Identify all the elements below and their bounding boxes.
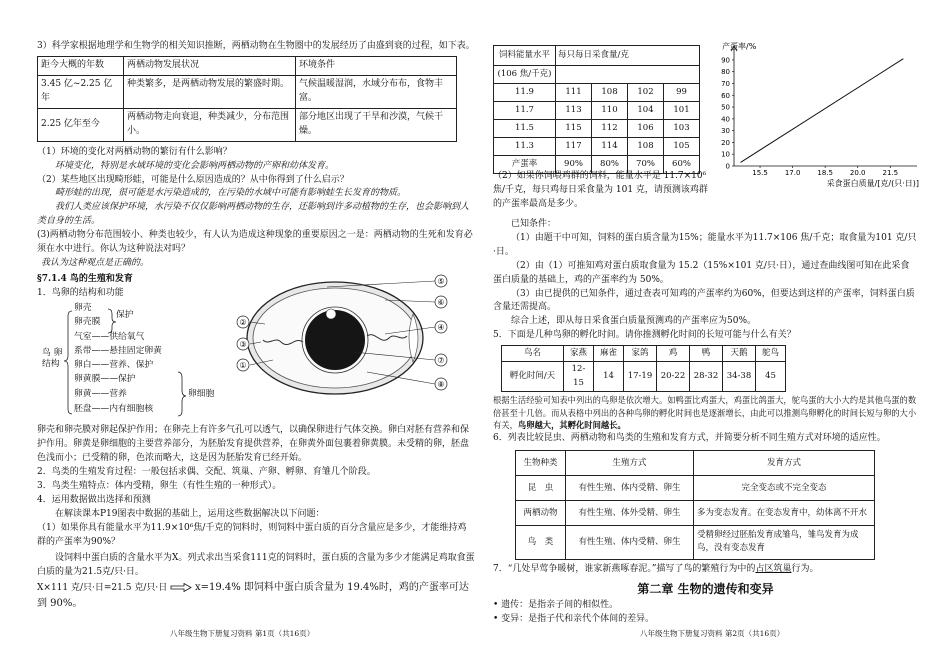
table-header: 鸡 (657, 346, 690, 362)
question: （1）如果你具有能量水平为11.9×10⁶焦/千克的饲料时，则饲料中蛋白质的百分含量应是多少，才能维持鸡群的产蛋率为90%？ (37, 522, 467, 547)
y-tick-label: 40 (721, 115, 730, 124)
table-cell: 117 (556, 138, 592, 156)
question: （1）环境的变化对两栖动物的繁衍有什么影响？ (37, 146, 232, 157)
egg-label: ① (239, 361, 247, 370)
table-header: 生物种类 (516, 451, 566, 476)
chart-y-ticks (721, 56, 734, 170)
table-header: 天鹅 (723, 346, 756, 362)
table-header: 发育方式 (694, 451, 875, 476)
q3-intro: 3）科学家根据地理学和生物学的相关知识推断，两栖动物在生物圈中的发展经历了由盛到衰的过程，如下表。 (37, 41, 475, 51)
table-cell: 80% (592, 156, 628, 174)
struct-item: 卵黄——营养 (74, 389, 127, 399)
egg-label: ③ (239, 340, 247, 349)
table-cell: 99 (664, 84, 700, 102)
answer: 我们人类应该保护环境，水污染不仅仅影响两栖动物的生存，还影响到许多动植物的生存，也会影响到人类自身的生活。 (37, 202, 470, 227)
known-heading: 已知条件： (511, 218, 557, 229)
table-cell: 20-22 (657, 362, 690, 391)
y-tick-label: 90 (721, 56, 730, 65)
table-header: 家鸽 (624, 346, 657, 362)
table-cell: 115 (556, 120, 592, 138)
point-heading: 1．鸟卵的结构和功能 (37, 288, 124, 298)
table-header: 鸟名 (502, 346, 564, 362)
section-heading: §7.1.4 鸟的生殖和发育 (37, 274, 133, 285)
table-header: 麻雀 (594, 346, 624, 362)
right-arrow-icon (170, 583, 192, 592)
table-cell: 28-32 (690, 362, 723, 391)
struct-item: 系带——悬挂固定卵黄 (74, 346, 162, 356)
definition: • 遗传：是指亲子间的相似性。 (493, 600, 619, 611)
table-cell: 12-15 (564, 362, 594, 391)
amphibian-table (37, 56, 457, 142)
page-footer-left: 八年级生物下册复习资料 第1页（共16页） (170, 629, 315, 638)
x-tick-label: 20.0 (849, 169, 866, 177)
left-page-lower (37, 424, 475, 612)
answer: 畸形蛙的出现，很可能是水污染造成的，在污染的水域中可能有影响蛙生长发育的物质。 (55, 188, 407, 199)
right-page-text (493, 170, 918, 627)
chart-x-label: 采食蛋白质量/[克/(只·日)] (826, 179, 919, 188)
y-tick-label: 50 (721, 103, 730, 112)
egg-label: ⑧ (437, 380, 445, 389)
known-item: （2）由（1）可推知鸡对蛋白质取食量为 15.2（15%×101 克/只·日），通过查曲线图可知在此采食蛋白质量的基础上，鸡的产蛋率约为 50%。 (493, 260, 910, 285)
feed-table (493, 45, 700, 174)
x-tick-label: 18.5 (817, 169, 833, 177)
egg-structure-diagram (42, 303, 242, 421)
egg-label: ⑦ (437, 356, 445, 365)
table-cell: 103 (664, 120, 700, 138)
struct-item: 卵白——营养、保护 (74, 360, 154, 370)
egg-illustration (235, 272, 465, 402)
table-cell: 两栖动物 (516, 501, 566, 526)
table-cell: 106 (628, 120, 664, 138)
table-cell: 部分地区出现了干旱和沙漠，气候干燥。 (296, 108, 457, 141)
y-tick-label: 80 (721, 68, 730, 77)
y-tick-label: 0 (725, 162, 730, 171)
table-cell: 完全变态或不完全变态 (694, 476, 875, 501)
table-cell: 108 (592, 84, 628, 102)
table-cell: 两栖动物走向衰退，种类减少，分布范围小。 (124, 108, 296, 141)
chart-axes (731, 46, 917, 166)
struct-root: 鸟 卵 结构 (42, 348, 63, 370)
paragraph: 卵壳和卵壳膜对卵起保护作用；在卵壳上有许多气孔可以透气，以确保卵进行气体交换。卵白对胚有营养和保护作用。卵黄是卵细胞的主要营养部分，为胚胎发育提供营养，在卵黄外面包裹着卵黄膜。未受精的卵，胚盘色浅而小；已受精的卵，色浓而略大，这是因为胚胎发育已经开始。 (37, 425, 470, 463)
table-cell: 70% (628, 156, 664, 174)
table-header: 家燕 (564, 346, 594, 362)
chart-series (741, 59, 904, 163)
table-cell: 34-38 (723, 362, 756, 391)
table-cell: 111 (556, 84, 592, 102)
table-header: 生殖方式 (566, 451, 694, 476)
table-cell: 14 (594, 362, 624, 391)
y-tick-label: 60 (721, 91, 730, 100)
table-cell: 11.7 (494, 102, 556, 120)
question: （2）如果你饲喂鸡群的饲料，能量水平是 11.7×10⁶焦/千克，每只鸡每日采食量为 101 克，请预测该鸡群的产蛋率最高是多少。 (493, 171, 708, 209)
table-cell: 114 (592, 138, 628, 156)
egg-label: ⑤ (437, 277, 445, 286)
table-cell: 101 (664, 102, 700, 120)
page-footer-right: 八年级生物下册复习资料 第2页（共16页） (640, 629, 785, 638)
table-cell: 3.45 亿~2.25 亿年 (38, 75, 124, 108)
struct-item: 气室——供给氧气 (74, 332, 145, 342)
question (493, 563, 918, 577)
chapter-title: 第二章 生物的遗传和变异 (637, 581, 774, 596)
point: 3．鸟类生殖特点：体内受精，卵生（有性生殖的一种形式）。 (37, 480, 282, 491)
struct-item: 保护 (116, 310, 134, 320)
table-header: 鸭 (690, 346, 723, 362)
table-cell: 有性生殖、体内受精、卵生 (566, 476, 694, 501)
table-cell: 112 (592, 120, 628, 138)
struct-item: 卵黄膜——保护 (74, 374, 136, 384)
table-header: 两栖动物发展状况 (124, 56, 296, 75)
table-cell: 有性生殖、体内受精、卵生 (566, 526, 694, 559)
table-cell: 108 (628, 138, 664, 156)
y-tick-label: 30 (721, 127, 730, 136)
x-tick-label: 17.0 (784, 169, 801, 177)
answer (493, 394, 918, 433)
table-cell: 多为变态发育。在变态发育中，幼体离不开水 (694, 501, 875, 526)
struct-item: 卵壳膜 (74, 317, 101, 327)
struct-item: 胚盘——内有细胞核 (74, 404, 154, 414)
known-item: （1）由题干中可知，饲料的蛋白质含量为15%；能量水平为11.7×106 焦/千克；取食量为101 克/只·日。 (493, 232, 917, 257)
table-cell: 产蛋率 (494, 156, 556, 174)
equation (37, 580, 475, 612)
table-cell: 113 (556, 102, 592, 120)
hatch-table (501, 345, 786, 392)
point: 2．鸟类的生殖发育过程：一般包括求偶、交配、筑巢、产卵、孵卵、育雏几个阶段。 (37, 466, 376, 477)
answer-text: 根据生活经验可知表中列出的鸟卵是依次增大。如鸭蛋比鸡蛋大，鸡蛋比鸽蛋大，鸵鸟蛋的大小大约是其他鸟蛋的数倍甚至十几倍。而从表格中列出的各种鸟卵的孵化时间也是逐渐增长，由此可以推测鸟卵孵化的时间长短与卵的大小有关， (493, 394, 917, 431)
answer-blank: 占区筑巢 (755, 563, 792, 574)
table-cell: 45 (756, 362, 786, 391)
paragraph: 设饲料中蛋白质的含量水平为X。列式求出当采食111克的饲料时，蛋白质的含量为多少才能满足鸡取食蛋白质的量为21.5克/只·日。 (37, 553, 475, 578)
table-header: 环境条件 (296, 56, 457, 75)
table-cell: 60% (664, 156, 700, 174)
table-cell: 2.25 亿年至今 (38, 108, 124, 141)
question: 6．列表比较昆虫、两栖动物和鸟类的生殖和发育方式，并简要分析不同生殖方式对环境的适应性。 (493, 433, 886, 444)
table-cell: 11.9 (494, 84, 556, 102)
egg-label: ② (239, 318, 247, 327)
table-cell: 昆 虫 (516, 476, 566, 501)
table-header: 饲料能量水平 (494, 46, 556, 66)
table-header: (106 焦/千克) (494, 66, 556, 84)
table-cell: 种类繁多，是两栖动物发展的繁盛时期。 (124, 75, 296, 108)
answer: 环境变化，特别是水域环境的变化会影响两栖动物的产卵和幼体发育。 (55, 160, 335, 171)
table-cell (556, 66, 700, 84)
question-text: 行为。 (791, 563, 819, 574)
y-tick-label: 70 (721, 79, 730, 88)
table-cell: 104 (628, 102, 664, 120)
left-page (37, 40, 475, 301)
table-header: 距今大概的年数 (38, 56, 124, 75)
y-tick-label: 20 (721, 138, 730, 147)
known-item: 综合上述，即从每日采食蛋白质量预测鸡的产蛋率应为50%。 (511, 316, 757, 327)
y-tick-label: 10 (721, 150, 730, 159)
equation-result: x=19.4% 即饲料中蛋白质含量为 19.4%时，鸡的产蛋率可达到 90%。 (37, 582, 469, 610)
x-tick-label: 15.5 (752, 169, 768, 177)
table-cell: 鸟 类 (516, 526, 566, 559)
table-cell: 11.5 (494, 120, 556, 138)
table-cell: 受精卵经过胚胎发育成雏鸟，雏鸟发育为成鸟，没有变态发育 (694, 526, 875, 559)
egg-rate-chart (712, 40, 920, 188)
table-cell: 孵化时间/天 (502, 362, 564, 391)
point: 4．运用数据做出选择和预测 (37, 494, 151, 505)
question: (3)两栖动物分布范围较小、种类也较少，有人认为造成这种现象的重要原因之一是：两栖动物的生死和发育必须在水中进行。你认为这种说法对吗？ (37, 230, 473, 255)
egg-label: ⑥ (437, 298, 445, 307)
table-cell: 气候温暖湿润，水域分布布，食物丰富。 (296, 75, 457, 108)
answer: 我认为这种观点是正确的。 (41, 258, 150, 269)
table-cell: 105 (664, 138, 700, 156)
chart-y-label: 产蛋率/% (722, 42, 757, 51)
x-tick-label: 21.5 (882, 169, 899, 177)
table-cell: 11.3 (494, 138, 556, 156)
answer-conclusion: 鸟卵越大，其孵化时间越长。 (517, 420, 626, 431)
egg-diagram (235, 272, 465, 402)
egg-label: ④ (437, 323, 445, 332)
table-header: 鸵鸟 (756, 346, 786, 362)
table-cell: 102 (628, 84, 664, 102)
known-item: （3）由已提供的已知条件，通过查表可知鸡的产蛋率约为60%，但要达到这样的产蛋率，饲料蛋白质含量还需提高。 (493, 288, 915, 313)
reproduction-table (515, 450, 875, 559)
struct-item: 卵壳 (74, 303, 92, 313)
table-cell: 110 (592, 102, 628, 120)
table-cell: 90% (556, 156, 592, 174)
question-text: 7．“几处早莺争暖树，谁家新燕啄春泥。”描写了鸟的繁殖行为中的 (493, 563, 756, 574)
struct-item: 卵细胞 (188, 389, 215, 399)
definition: • 变异：是指子代和亲代个体间的差异。 (493, 614, 655, 625)
paragraph: 在解读课本P19图表中数据的基础上，运用这些数据解决以下问题： (55, 508, 325, 519)
table-header: 每只每日采食量/克 (556, 46, 700, 66)
question: （2）某些地区出现畸形蛙，可能是什么原因造成的？从中你得到了什么启示？ (37, 174, 349, 185)
table-cell: 有性生殖、体外受精、卵生 (566, 501, 694, 526)
equation-left: X×111 克/只·日=21.5 克/只·日 (37, 583, 168, 594)
series-line (741, 59, 904, 163)
table-cell: 17-19 (624, 362, 657, 391)
question: 5．下面是几种鸟卵的孵化时间。请你推测孵化时间的长短可能与什么有关？ (493, 330, 796, 341)
